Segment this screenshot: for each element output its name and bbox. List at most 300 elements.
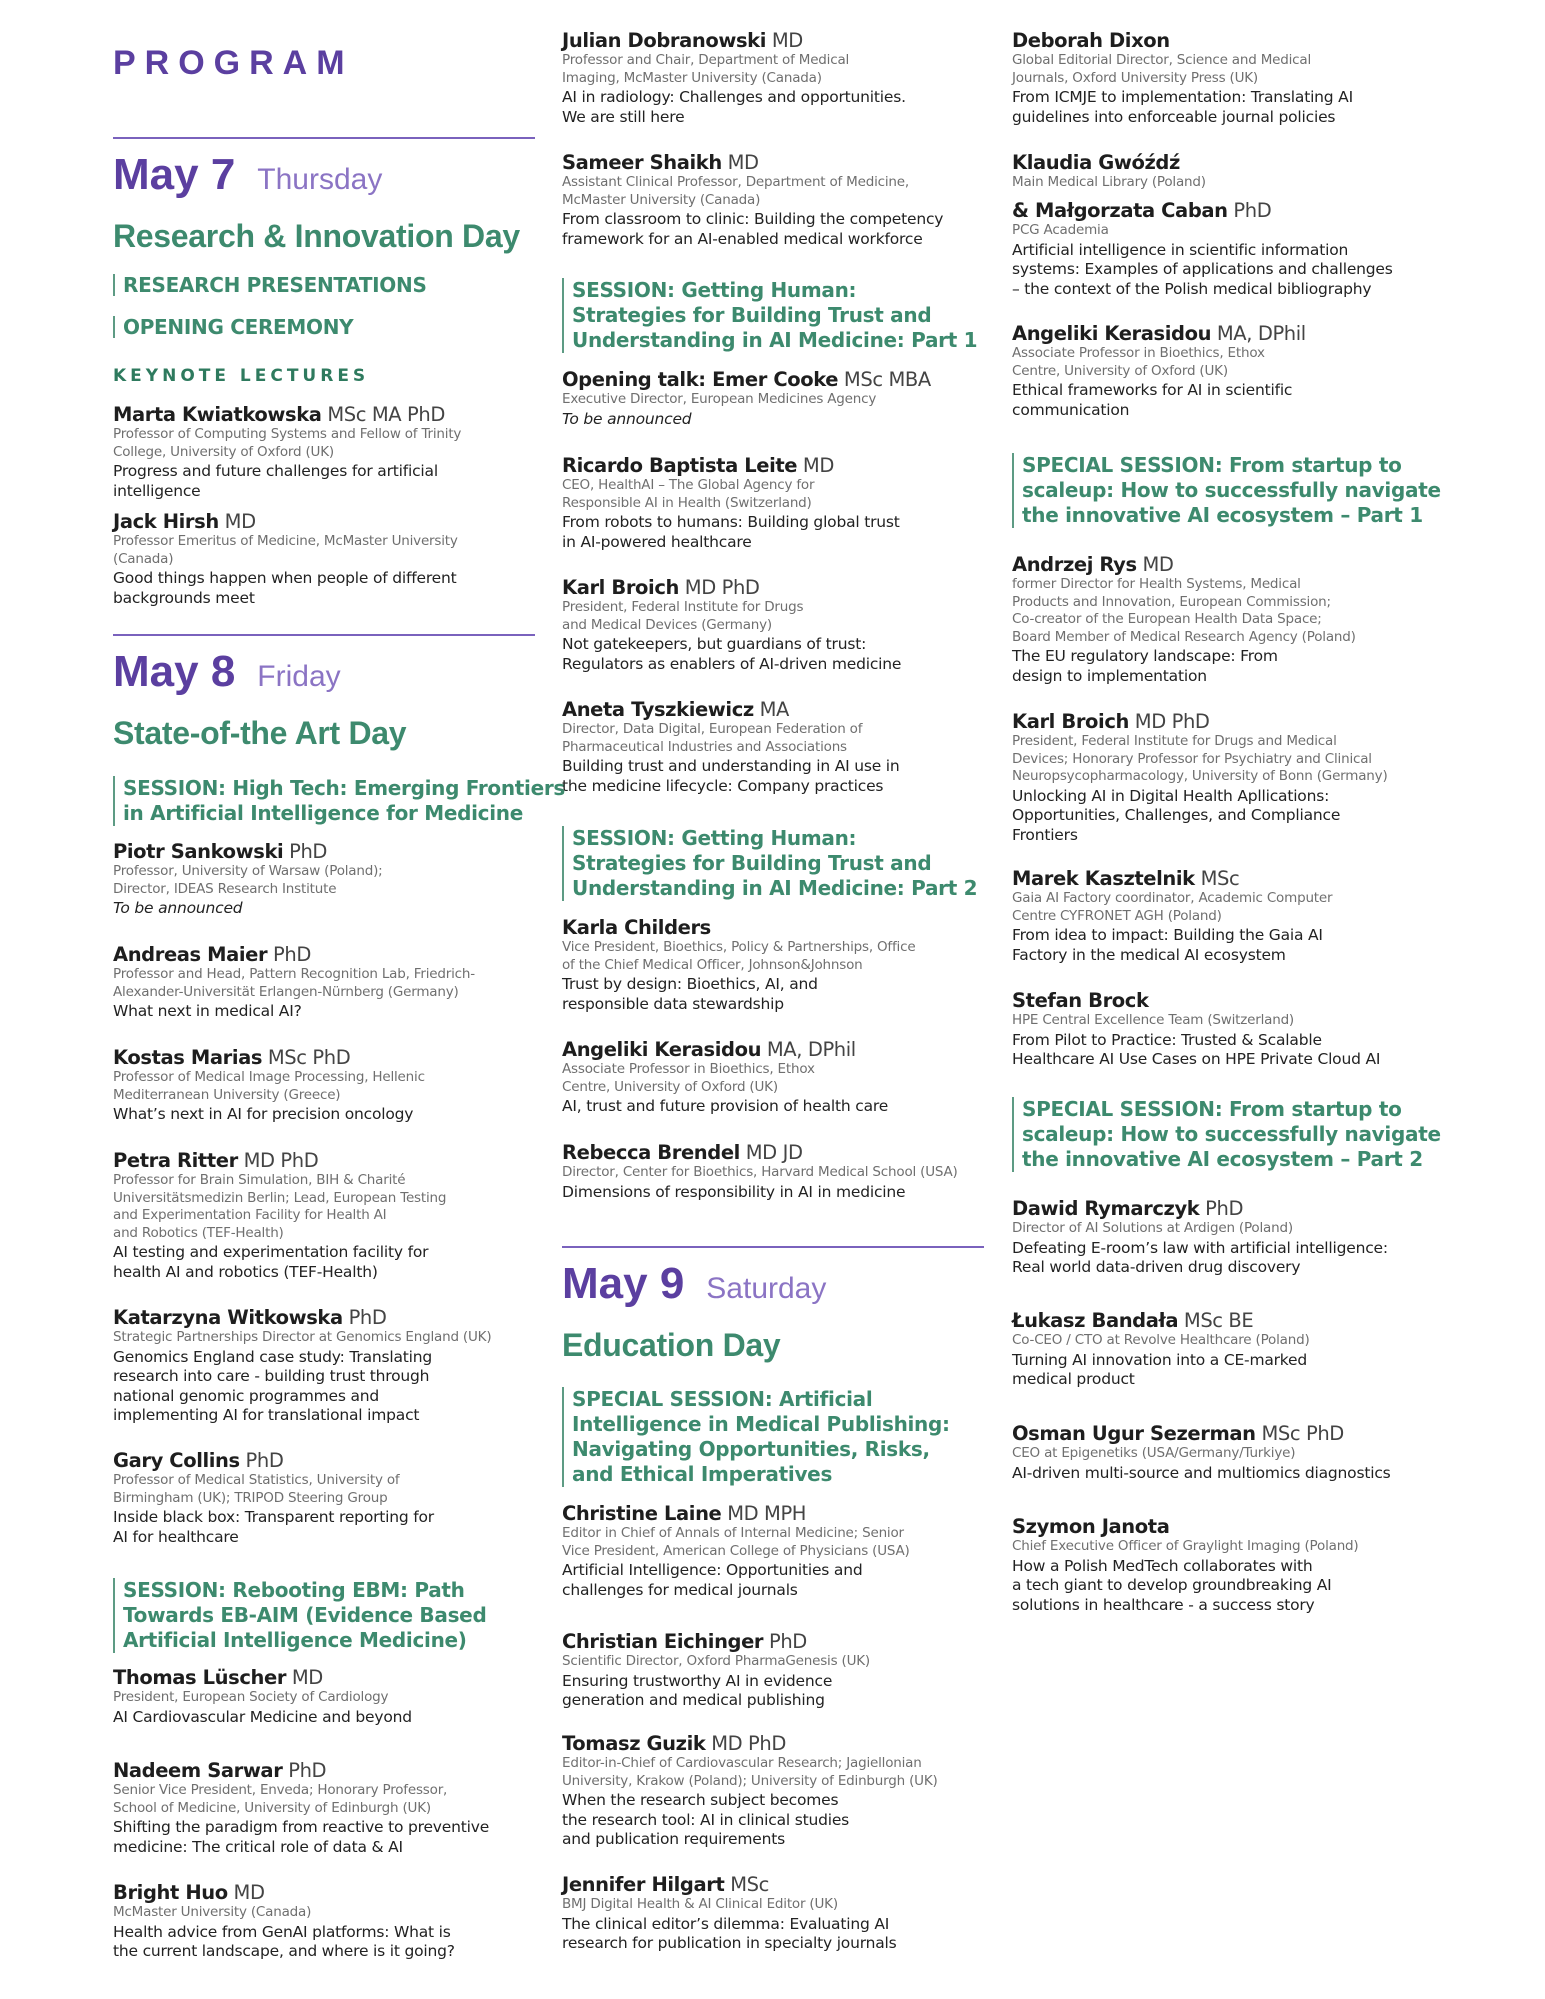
talk-title — [1012, 787, 1442, 846]
talk-title-line: health AI and robotics (TEF-Health) — [113, 1262, 378, 1281]
talk-title — [113, 1818, 535, 1857]
session-title-line: Understanding in AI Medicine: Part 1 — [572, 328, 978, 352]
speaker-name-line — [1012, 1197, 1442, 1220]
talk-title-line: the research tool: AI in clinical studies — [562, 1810, 850, 1829]
speaker — [562, 1732, 984, 1850]
speaker-name-line — [113, 840, 535, 863]
section-heading: OPENING CEREMONY — [113, 316, 535, 338]
affiliation-line: Professor of Medical Image Processing, Hellenic — [113, 1069, 425, 1085]
speaker-name: Rebecca Brendel — [562, 1141, 740, 1164]
speaker-name: Szymon Janota — [1012, 1515, 1170, 1538]
speaker — [562, 29, 984, 127]
day-weekday: Friday — [257, 660, 341, 693]
talk-title-line: Real world data-driven drug discovery — [1012, 1258, 1301, 1276]
day-date: May 7 — [113, 150, 236, 199]
day-date: May 8 — [113, 647, 236, 696]
speaker — [1012, 151, 1442, 192]
speaker-affiliation — [562, 939, 984, 974]
talk-title-line: Artificial intelligence in scientific information — [1012, 240, 1349, 259]
speaker-name-line — [562, 916, 984, 939]
speaker-name: Julian Dobranowski — [562, 29, 767, 52]
talk-title — [1012, 241, 1442, 300]
speaker-name-line — [1012, 989, 1442, 1012]
speaker-name-line — [562, 1502, 984, 1525]
talk-title-line: Shifting the paradigm from reactive to preventive — [113, 1818, 490, 1836]
speaker-affiliation — [562, 477, 984, 512]
speaker — [562, 368, 984, 429]
affiliation-line: and Medical Devices (Germany) — [562, 616, 772, 633]
speaker — [562, 151, 984, 249]
talk-title — [113, 1002, 535, 1022]
speaker-affiliation — [113, 1472, 535, 1507]
talk-title — [113, 1508, 535, 1547]
speaker-degrees: MSc — [724, 1873, 769, 1896]
affiliation-line: Global Editorial Director, Science and Medical — [1012, 52, 1312, 68]
speaker-name-line — [1012, 151, 1442, 174]
day-weekday: Thursday — [257, 163, 383, 196]
speaker — [113, 1759, 535, 1857]
speaker-affiliation — [562, 1061, 984, 1096]
affiliation-line: HPE Central Excellence Team (Switzerland) — [1012, 1012, 1295, 1028]
affiliation-line: Vice President, American College of Physicians (USA) — [562, 1542, 910, 1559]
talk-title — [562, 1183, 984, 1203]
speaker — [562, 1502, 984, 1600]
talk-title-line: – the context of the Polish medical bibliography — [1012, 279, 1372, 298]
affiliation-line: Imaging, McMaster University (Canada) — [562, 69, 822, 86]
speaker — [1012, 199, 1442, 299]
talk-title — [1012, 381, 1442, 420]
talk-title-line: a tech giant to develop groundbreaking AI — [1012, 1576, 1332, 1594]
speaker-name-line — [562, 151, 984, 174]
session-title — [1012, 1097, 1442, 1172]
speaker-degrees: PhD — [282, 1759, 327, 1782]
speaker — [113, 1046, 535, 1125]
speaker — [562, 1630, 984, 1711]
day-title: State-of-the Art Day — [113, 715, 407, 751]
affiliation-line: University, Krakow (Poland); University of Edinburgh (UK) — [562, 1772, 938, 1789]
speaker-affiliation — [562, 174, 984, 209]
speaker-name: Stefan Brock — [1012, 989, 1149, 1012]
speaker-name: Tomasz Guzik — [562, 1732, 706, 1755]
speaker-affiliation — [1012, 576, 1442, 646]
talk-title-line: When the research subject becomes — [562, 1791, 839, 1809]
session-title — [562, 278, 984, 353]
talk-title-line: national genomic programmes and — [113, 1386, 380, 1405]
talk-title-line: Turning AI innovation into a CE-marked — [1012, 1350, 1308, 1369]
affiliation-line: Professor and Head, Pattern Recognition Lab, Friedrich- — [113, 966, 475, 982]
speaker-name-line — [113, 1306, 535, 1329]
session-title-line: Understanding in AI Medicine: Part 2 — [572, 876, 978, 900]
speaker-name-line — [562, 368, 984, 391]
speaker-name: Dawid Rymarczyk — [1012, 1197, 1200, 1220]
speaker-degrees: MD PhD — [678, 576, 760, 599]
speaker — [113, 840, 535, 919]
day-header — [562, 1259, 984, 1308]
affiliation-line: BMJ Digital Health & AI Clinical Editor (UK) — [562, 1896, 838, 1912]
talk-title — [113, 1923, 535, 1962]
talk-title-line: backgrounds meet — [113, 588, 255, 607]
speaker-name-line — [1012, 1309, 1442, 1332]
speaker-affiliation — [1012, 1332, 1442, 1350]
speaker-degrees: MA, DPhil — [1211, 322, 1306, 345]
speaker-name: Andreas Maier — [113, 943, 268, 966]
speaker — [1012, 989, 1442, 1070]
speaker — [1012, 710, 1442, 845]
affiliation-line: Editor-in-Chief of Cardiovascular Research; Jagiellonian — [562, 1755, 922, 1771]
session-title-line: Intelligence in Medical Publishing: — [572, 1412, 950, 1436]
talk-title-line: systems: Examples of applications and challenges — [1012, 260, 1393, 278]
session-title-line: SESSION: High Tech: Emerging Frontiers — [123, 776, 566, 800]
affiliation-line: Journals, Oxford University Press (UK) — [1012, 69, 1258, 86]
day-title: Education Day — [562, 1327, 781, 1363]
speaker-degrees: MD — [721, 151, 759, 174]
speaker — [562, 1141, 984, 1202]
speaker-degrees: MD — [797, 454, 834, 477]
talk-title — [113, 899, 535, 919]
speaker-affiliation — [1012, 733, 1442, 786]
speaker-affiliation — [1012, 345, 1442, 380]
day-divider — [113, 137, 535, 139]
affiliation-line: Director, Data Digital, European Federation of — [562, 721, 863, 737]
speaker-name-line — [562, 1630, 984, 1653]
affiliation-line: of the Chief Medical Officer, Johnson&Johnson — [562, 956, 863, 973]
speaker-name-line — [1012, 710, 1442, 733]
affiliation-line: President, European Society of Cardiology — [113, 1689, 389, 1705]
talk-title — [562, 635, 984, 674]
speaker-name-line — [1012, 322, 1442, 345]
speaker-name: Thomas Lüscher — [113, 1666, 287, 1689]
speaker-name: Klaudia Gwóźdź — [1012, 151, 1180, 174]
speaker-degrees: PhD — [763, 1630, 807, 1653]
talk-title-line: generation and medical publishing — [562, 1691, 825, 1709]
speaker — [1012, 553, 1442, 686]
speaker-name-line — [1012, 199, 1442, 222]
page-title: PROGRAM — [113, 44, 354, 82]
talk-title — [562, 757, 984, 796]
speaker-name-line — [562, 1732, 984, 1755]
speaker — [113, 1306, 535, 1426]
speaker-affiliation — [562, 721, 984, 756]
speaker — [113, 510, 535, 608]
affiliation-line: Editor in Chief of Annals of Internal Medicine; Senior — [562, 1525, 904, 1541]
talk-title-line: medicine: The critical role of data & AI — [113, 1837, 403, 1856]
speaker-name: Gary Collins — [113, 1449, 240, 1472]
talk-title — [1012, 1351, 1442, 1390]
affiliation-line: Centre, University of Oxford (UK) — [562, 1078, 778, 1095]
speaker-name: Bright Huo — [113, 1881, 228, 1904]
speaker-name-line — [562, 576, 984, 599]
affiliation-line: Vice President, Bioethics, Policy & Partnerships, Office — [562, 939, 916, 955]
talk-title-line: Progress and future challenges for artificial — [113, 462, 438, 480]
affiliation-line: President, Federal Institute for Drugs and Medical — [1012, 733, 1337, 749]
speaker — [1012, 322, 1442, 420]
speaker-name: Christian Eichinger — [562, 1630, 764, 1653]
speaker-degrees: MD — [227, 1881, 265, 1904]
speaker-name: Opening talk: Emer Cooke — [562, 368, 839, 391]
talk-title-line: AI-driven multi-source and multiomics diagnostics — [1012, 1463, 1391, 1482]
speaker-name: Petra Ritter — [113, 1149, 238, 1172]
speaker-degrees: PhD — [267, 943, 311, 966]
speaker — [1012, 29, 1442, 127]
speaker-affiliation — [1012, 1445, 1442, 1463]
speaker — [1012, 1422, 1442, 1483]
speaker-affiliation — [113, 1904, 535, 1922]
talk-title-line: Not gatekeepers, but guardians of trust: — [562, 635, 867, 653]
speaker-degrees: MA — [753, 698, 789, 721]
talk-title — [562, 975, 984, 1014]
session-title-line: the innovative AI ecosystem – Part 1 — [1022, 503, 1423, 527]
talk-title-line: Genomics England case study: Translating — [113, 1347, 433, 1366]
session-title-line: SPECIAL SESSION: From startup to — [1022, 453, 1402, 477]
talk-title — [113, 1348, 535, 1426]
affiliation-line: Centre, University of Oxford (UK) — [1012, 362, 1228, 379]
talk-title-line: Unlocking AI in Digital Health Apllications: — [1012, 786, 1330, 805]
talk-title-line: the medicine lifecycle: Company practices — [562, 776, 884, 795]
day-divider — [113, 634, 535, 636]
talk-title — [1012, 1464, 1442, 1484]
session-title-line: in Artificial Intelligence for Medicine — [123, 801, 523, 825]
speaker-name: Karl Broich — [562, 576, 679, 599]
speaker — [562, 916, 984, 1014]
speaker — [113, 1881, 535, 1962]
speaker-affiliation — [1012, 1220, 1442, 1238]
affiliation-line: PCG Academia — [1012, 222, 1109, 238]
session-title-line: SESSION: Getting Human: — [572, 826, 857, 850]
affiliation-line: Professor for Brain Simulation, BIH & Charité — [113, 1172, 406, 1188]
speaker-affiliation — [113, 533, 535, 568]
talk-title-line: AI in radiology: Challenges and opportunities. — [562, 88, 906, 106]
affiliation-line: Neuropsycopharmacology, University of Bonn (Germany) — [1012, 768, 1388, 784]
talk-title-line: design to implementation — [1012, 666, 1207, 685]
talk-title — [562, 410, 984, 430]
session-title-line: Navigating Opportunities, Risks, — [572, 1437, 930, 1461]
speaker-degrees: MD — [286, 1666, 323, 1689]
talk-title-line: AI Cardiovascular Medicine and beyond — [113, 1707, 412, 1726]
speaker-degrees: PhD — [342, 1306, 387, 1329]
talk-title-line: Frontiers — [1012, 825, 1078, 844]
speaker-name-line — [1012, 29, 1442, 52]
speaker-name-line — [562, 698, 984, 721]
session-title-line: SESSION: Getting Human: — [572, 278, 857, 302]
speaker-degrees: MD MPH — [721, 1502, 807, 1525]
affiliation-line: Alexander-Universität Erlangen-Nürnberg (Germany) — [113, 983, 459, 1000]
speaker-degrees: MD — [218, 510, 256, 533]
talk-title — [562, 513, 984, 552]
speaker-degrees: PhD — [283, 840, 328, 863]
speaker-degrees: MSc MA PhD — [321, 403, 445, 426]
talk-title — [113, 462, 535, 501]
speaker-name-line — [113, 1881, 535, 1904]
affiliation-line: Professor and Chair, Department of Medical — [562, 52, 850, 68]
speaker-name: Angeliki Kerasidou — [562, 1038, 762, 1061]
speaker — [562, 576, 984, 674]
affiliation-line: Gaia AI Factory coordinator, Academic Computer — [1012, 890, 1333, 906]
affiliation-line: McMaster University (Canada) — [562, 191, 761, 208]
speaker-name: Piotr Sankowski — [113, 840, 284, 863]
speaker-name: Marta Kwiatkowska — [113, 403, 322, 426]
talk-title-line: Ensuring trustworthy AI in evidence — [562, 1671, 833, 1690]
talk-title-line: Artificial Intelligence: Opportunities and — [562, 1561, 863, 1579]
speaker-name-line — [1012, 553, 1442, 576]
talk-title-line: Regulators as enablers of AI-driven medicine — [562, 654, 902, 673]
speaker-name: & Małgorzata Caban — [1012, 199, 1228, 222]
talk-title-line: Inside black box: Transparent reporting for — [113, 1508, 434, 1526]
speaker-affiliation — [562, 391, 984, 409]
section-heading: RESEARCH PRESENTATIONS — [113, 274, 535, 296]
talk-title — [1012, 1557, 1442, 1616]
affiliation-line: Pharmaceutical Industries and Associations — [562, 738, 847, 755]
speaker-affiliation — [113, 1069, 535, 1104]
session-title-line: SESSION: Rebooting EBM: Path — [123, 1578, 465, 1602]
affiliation-line: Director, Center for Bioethics, Harvard Medical School (USA) — [562, 1164, 958, 1180]
speaker-name-line — [1012, 1515, 1442, 1538]
section-kicker: KEYNOTE LECTURES — [113, 366, 370, 386]
speaker-name-line — [562, 29, 984, 52]
affiliation-line: Strategic Partnerships Director at Genomics England (UK) — [113, 1329, 492, 1345]
speaker-name: Katarzyna Witkowska — [113, 1306, 343, 1329]
affiliation-line: McMaster University (Canada) — [113, 1904, 312, 1920]
affiliation-line: Professor Emeritus of Medicine, McMaster University — [113, 533, 458, 549]
talk-title-line: AI, trust and future provision of health care — [562, 1097, 889, 1115]
talk-title-line: Dimensions of responsibility in AI in medicine — [562, 1182, 906, 1201]
talk-title — [562, 88, 984, 127]
speaker-name-line — [562, 454, 984, 477]
speaker — [1012, 1515, 1442, 1615]
talk-title-line: AI testing and experimentation facility for — [113, 1243, 429, 1261]
speaker-name: Karla Childers — [562, 916, 711, 939]
affiliation-line: Mediterranean University (Greece) — [113, 1086, 341, 1103]
session-title-line: scaleup: How to successfully navigate — [1022, 1122, 1441, 1146]
talk-title — [113, 569, 535, 608]
affiliation-line: Chief Executive Officer of Graylight Imaging (Poland) — [1012, 1538, 1359, 1554]
affiliation-line: CEO at Epigenetiks (USA/Germany/Turkiye) — [1012, 1445, 1296, 1461]
speaker-affiliation — [113, 863, 535, 898]
speaker-degrees: MD JD — [739, 1141, 803, 1164]
talk-title — [1012, 1031, 1442, 1070]
talk-title-line: communication — [1012, 400, 1130, 419]
affiliation-line: Board Member of Medical Research Agency (Poland) — [1012, 628, 1356, 645]
speaker-name: Aneta Tyszkiewicz — [562, 698, 754, 721]
talk-title-line: research into care - building trust through — [113, 1367, 430, 1385]
speaker-affiliation — [1012, 890, 1442, 925]
speaker-name-line — [1012, 1422, 1442, 1445]
talk-title-line: research for publication in specialty journals — [562, 1934, 897, 1952]
affiliation-line: Main Medical Library (Poland) — [1012, 174, 1206, 190]
talk-title-line: Healthcare AI Use Cases on HPE Private Cloud AI — [1012, 1050, 1381, 1068]
speaker-name: Christine Laine — [562, 1502, 722, 1525]
talk-title-line: From robots to humans: Building global trust — [562, 513, 900, 531]
speaker-affiliation — [562, 1755, 984, 1790]
speaker-degrees: MD — [766, 29, 803, 52]
speaker-affiliation — [1012, 1538, 1442, 1556]
speaker — [113, 943, 535, 1022]
speaker-name: Angeliki Kerasidou — [1012, 322, 1212, 345]
session-title-line: Artificial Intelligence Medicine) — [123, 1628, 467, 1652]
affiliation-line: Birmingham (UK); TRIPOD Steering Group — [113, 1489, 388, 1506]
speaker — [113, 1149, 535, 1282]
speaker — [1012, 1309, 1442, 1390]
talk-title-line: What’s next in AI for precision oncology — [113, 1105, 414, 1123]
talk-title — [113, 1243, 535, 1282]
affiliation-line: Co-creator of the European Health Data Space; — [1012, 611, 1322, 627]
speaker-affiliation — [113, 1329, 535, 1347]
speaker-name-line — [1012, 867, 1442, 890]
session-title-line: the innovative AI ecosystem – Part 2 — [1022, 1147, 1423, 1171]
affiliation-line: Assistant Clinical Professor, Department of Medicine, — [562, 174, 909, 190]
speaker-name: Jennifer Hilgart — [562, 1873, 725, 1896]
speaker-affiliation — [113, 1782, 535, 1817]
speaker-degrees: MSc PhD — [1255, 1422, 1344, 1445]
talk-title-line: To be announced — [113, 899, 243, 917]
speaker-affiliation — [1012, 1012, 1442, 1030]
talk-title — [562, 1915, 984, 1954]
talk-title-line: solutions in healthcare - a success story — [1012, 1595, 1315, 1614]
speaker — [113, 403, 535, 501]
talk-title-line: From idea to impact: Building the Gaia AI — [1012, 926, 1323, 944]
affiliation-line: Responsible AI in Health (Switzerland) — [562, 494, 812, 511]
talk-title-line: guidelines into enforceable journal policies — [1012, 107, 1336, 126]
speaker-degrees: MSc PhD — [262, 1046, 351, 1069]
speaker-affiliation — [1012, 52, 1442, 87]
affiliation-line: and Experimentation Facility for Health AI — [113, 1207, 387, 1223]
speaker-degrees: MD PhD — [237, 1149, 319, 1172]
speaker — [1012, 867, 1442, 965]
speaker-degrees: PhD — [1227, 199, 1272, 222]
speaker-affiliation — [113, 1172, 535, 1242]
speaker-name: Nadeem Sarwar — [113, 1759, 283, 1782]
speaker — [562, 1038, 984, 1117]
speaker-degrees: MD PhD — [1128, 710, 1210, 733]
speaker-name-line — [113, 943, 535, 966]
day-header — [113, 150, 535, 199]
session-title — [1012, 453, 1442, 528]
day-date: May 9 — [562, 1259, 685, 1308]
speaker-affiliation — [113, 1689, 535, 1707]
talk-title-line: framework for an AI-enabled medical workforce — [562, 229, 923, 248]
affiliation-line: Scientific Director, Oxford PharmaGenesis (UK) — [562, 1653, 870, 1669]
speaker-affiliation — [113, 966, 535, 1001]
affiliation-line: Professor, University of Warsaw (Poland); — [113, 863, 383, 879]
speaker-name-line — [113, 1149, 535, 1172]
speaker-degrees: PhD — [1199, 1197, 1244, 1220]
day-may-9 — [562, 1246, 984, 1363]
talk-title-line: AI for healthcare — [113, 1527, 239, 1546]
speaker-affiliation — [562, 52, 984, 87]
speaker-degrees: MSc — [1194, 867, 1240, 890]
speaker-affiliation — [562, 1525, 984, 1560]
affiliation-line: Associate Professor in Bioethics, Ethox — [1012, 345, 1265, 361]
session-title-line: Towards EB-AIM (Evidence Based — [123, 1603, 487, 1627]
talk-title-line: the current landscape, and where is it going? — [113, 1942, 455, 1960]
talk-title — [562, 1672, 984, 1711]
day-header — [113, 647, 535, 696]
affiliation-line: President, Federal Institute for Drugs — [562, 599, 804, 615]
affiliation-line: Associate Professor in Bioethics, Ethox — [562, 1061, 815, 1077]
talk-title-line: Factory in the medical AI ecosystem — [1012, 945, 1286, 964]
affiliation-line: Executive Director, European Medicines Agency — [562, 391, 877, 407]
affiliation-line: Universitätsmedizin Berlin; Lead, European Testing — [113, 1189, 447, 1206]
talk-title — [562, 1097, 984, 1117]
talk-title — [562, 1791, 984, 1850]
session-title — [562, 1387, 984, 1487]
talk-title — [1012, 88, 1442, 127]
speaker-degrees: PhD — [239, 1449, 284, 1472]
speaker-name-line — [113, 1449, 535, 1472]
session-title — [113, 776, 566, 826]
speaker-name-line — [113, 1046, 535, 1069]
speaker-affiliation — [113, 426, 535, 461]
affiliation-line: School of Medicine, University of Edinburgh (UK) — [113, 1799, 431, 1816]
